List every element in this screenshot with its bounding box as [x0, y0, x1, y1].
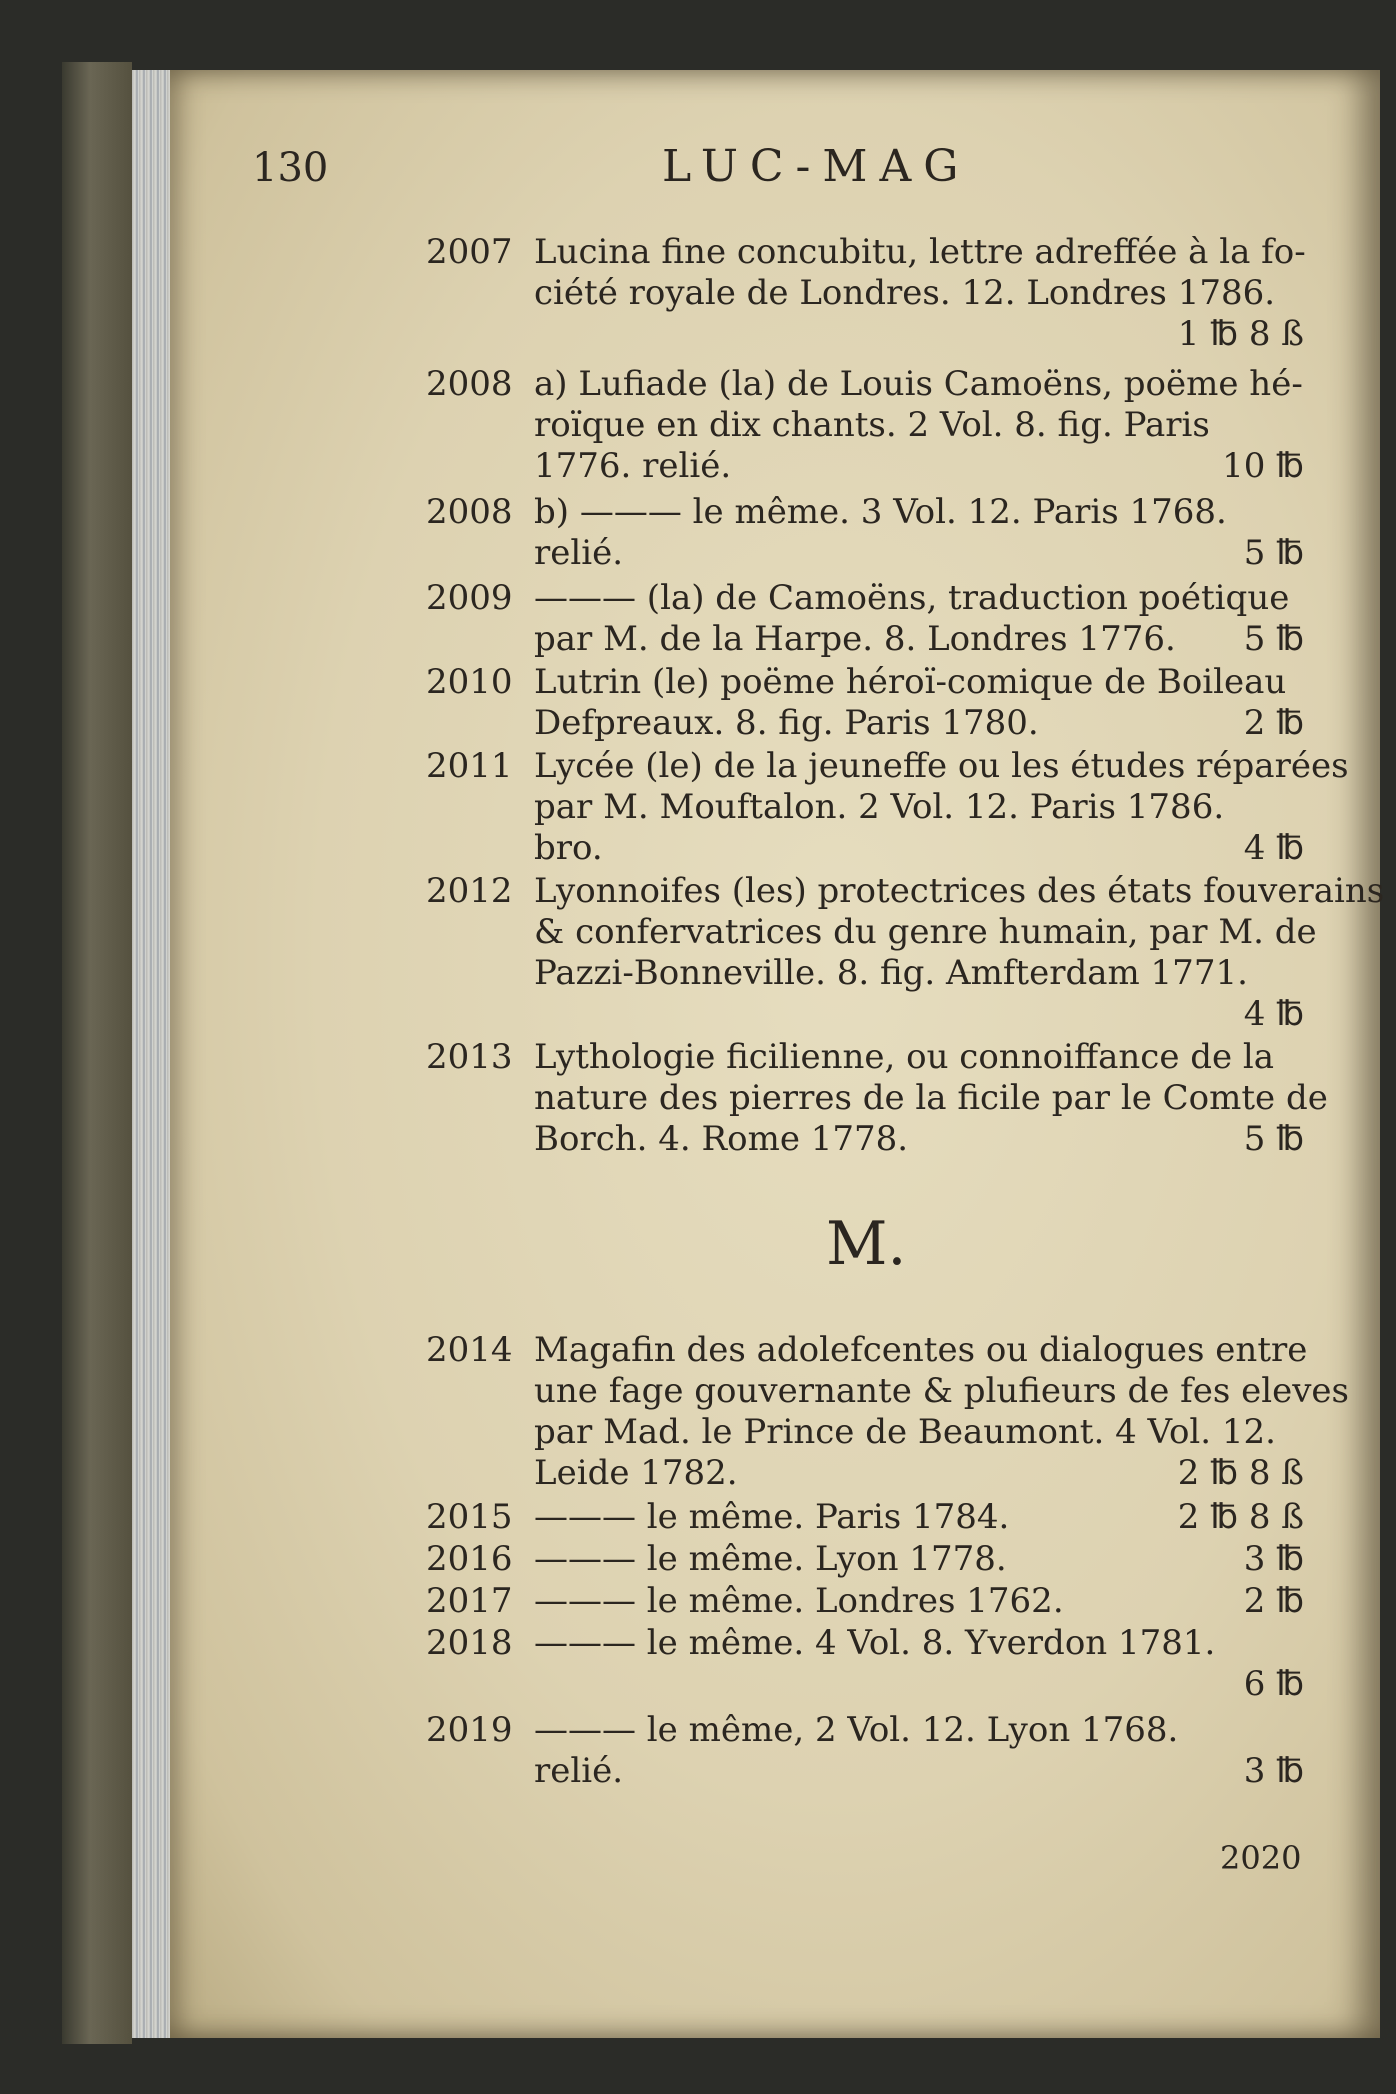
- entry-line: relié.: [534, 533, 624, 573]
- entry-line: ciété royale de Londres. 12. Londres 1786.: [534, 273, 1276, 313]
- book-cover-edge: [62, 62, 132, 2044]
- entry-number: 2013: [426, 1037, 513, 1077]
- entry-number: 2009: [426, 578, 513, 618]
- entry-line: ——— le même, 2 Vol. 12. Lyon 1768.: [534, 1710, 1179, 1750]
- entry-line: Borch. 4. Rome 1778.: [534, 1119, 909, 1159]
- entry-line: par M. de la Harpe. 8. Londres 1776.: [534, 619, 1176, 659]
- entry-line: Lyonnoifes (les) protectrices des états fouverains: [534, 871, 1385, 911]
- entry-price: 2 ℔ 8 ß: [1177, 1497, 1304, 1537]
- entry-line: bro.: [534, 828, 603, 868]
- entry-line: nature des pierres de la ficile par le Comte de: [534, 1078, 1328, 1118]
- entry-number: 2017: [426, 1581, 513, 1621]
- entry-line: relié.: [534, 1751, 624, 1791]
- page-number: 130: [252, 145, 329, 191]
- entry-line: Lutrin (le) poëme héroï-comique de Boileau: [534, 662, 1287, 702]
- entry-line: Lycée (le) de la jeuneffe ou les études réparées: [534, 746, 1349, 786]
- entry-line: ——— (la) de Camoëns, traduction poétique: [534, 578, 1290, 618]
- entry-price: 1 ℔ 8 ß: [1177, 314, 1304, 354]
- entry-line: ——— le même. 4 Vol. 8. Yverdon 1781.: [534, 1623, 1216, 1663]
- entry-line: ——— le même. Lyon 1778.: [534, 1539, 1007, 1579]
- entry-price: 10 ℔: [1222, 446, 1304, 486]
- entry-number: 2016: [426, 1539, 513, 1579]
- entry-number: 2012: [426, 871, 513, 911]
- page-edges: [132, 70, 172, 2038]
- entry-number: 2018: [426, 1623, 513, 1663]
- entry-price: 5 ℔: [1243, 1119, 1304, 1159]
- entry-price: 5 ℔: [1243, 533, 1304, 573]
- entry-line: par M. Mouftalon. 2 Vol. 12. Paris 1786.: [534, 787, 1225, 827]
- entry-line: b) ——— le même. 3 Vol. 12. Paris 1768.: [534, 492, 1227, 532]
- entry-price: 4 ℔: [1243, 994, 1304, 1034]
- entry-number: 2019: [426, 1710, 513, 1750]
- entry-number: 2007: [426, 232, 513, 272]
- entry-line: roïque en dix chants. 2 Vol. 8. fig. Paris: [534, 405, 1210, 445]
- entry-price: 2 ℔ 8 ß: [1177, 1453, 1304, 1493]
- entry-line: par Mad. le Prince de Beaumont. 4 Vol. 12.: [534, 1412, 1276, 1452]
- entry-line: Lythologie ficilienne, ou connoiffance de la: [534, 1037, 1275, 1077]
- entry-line: & confervatrices du genre humain, par M. de: [534, 912, 1317, 952]
- entry-number: 2010: [426, 662, 513, 702]
- running-head: LUC-MAG: [662, 141, 971, 192]
- entry-price: 4 ℔: [1243, 828, 1304, 868]
- entry-line: ——— le même. Londres 1762.: [534, 1581, 1064, 1621]
- entry-line: a) Lufiade (la) de Louis Camoëns, poëme hé-: [534, 364, 1303, 404]
- entry-price: 6 ℔: [1243, 1664, 1304, 1704]
- entry-price: 3 ℔: [1243, 1539, 1304, 1579]
- entry-number: 2008: [426, 492, 513, 532]
- entry-line: une fage gouvernante & plufieurs de fes eleves: [534, 1371, 1350, 1411]
- entry-number: 2014: [426, 1330, 513, 1370]
- entry-number: 2008: [426, 364, 513, 404]
- entry-price: 3 ℔: [1243, 1751, 1304, 1791]
- catchword: 2020: [1220, 1839, 1302, 1877]
- entry-line: Lucina fine concubitu, lettre adreffée à la fo-: [534, 232, 1306, 272]
- entry-line: Pazzi-Bonneville. 8. fig. Amfterdam 1771.: [534, 953, 1248, 993]
- section-letter: M.: [826, 1209, 907, 1279]
- entry-price: 5 ℔: [1243, 619, 1304, 659]
- entry-price: 2 ℔: [1243, 1581, 1304, 1621]
- entry-line: Magafin des adolefcentes ou dialogues entre: [534, 1330, 1308, 1370]
- entry-line: Defpreaux. 8. fig. Paris 1780.: [534, 703, 1039, 743]
- entry-line: ——— le même. Paris 1784.: [534, 1497, 1010, 1537]
- entry-price: 2 ℔: [1243, 703, 1304, 743]
- entry-line: 1776. relié.: [534, 446, 732, 486]
- entry-number: 2011: [426, 746, 513, 786]
- entry-line: Leide 1782.: [534, 1453, 738, 1493]
- entry-number: 2015: [426, 1497, 513, 1537]
